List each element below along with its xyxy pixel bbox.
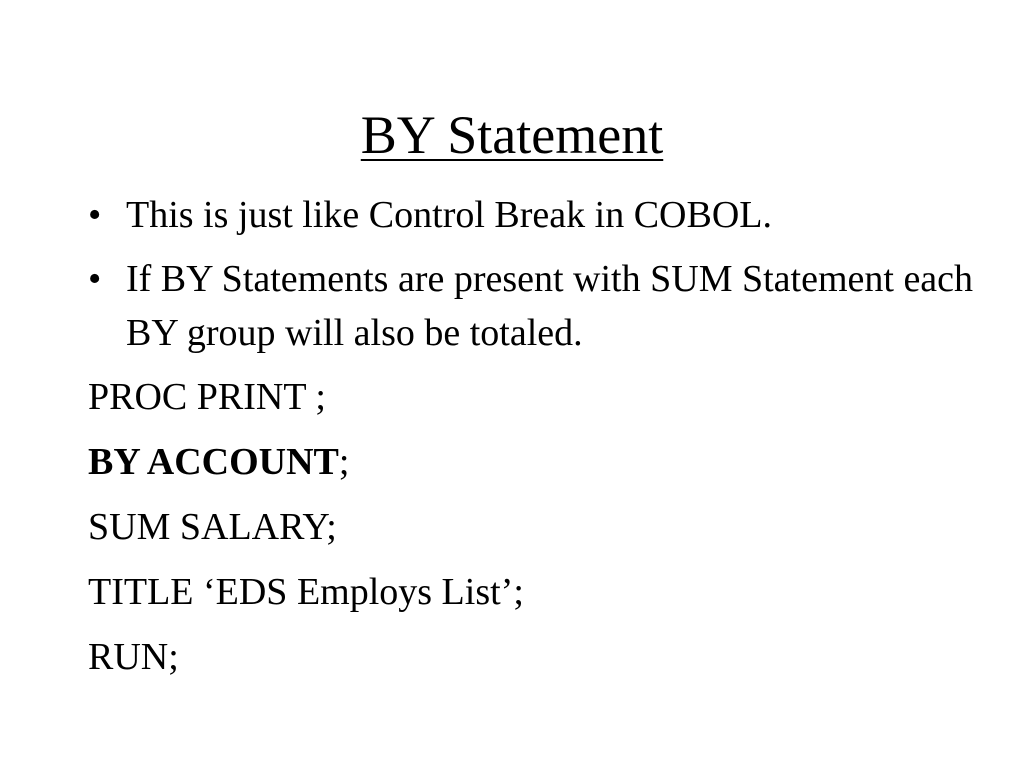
bullet-text: If BY Statements are present with SUM Statement each BY group will also be totaled. (126, 258, 974, 354)
code-line-run (88, 630, 988, 684)
bullet-marker: • (88, 194, 102, 236)
code-line-by-account (88, 435, 988, 489)
code-keyword-by-account: BY ACCOUNT (88, 441, 339, 483)
code-line-title (88, 565, 988, 619)
code-line-proc-print (88, 370, 988, 424)
code-line-sum-salary (88, 500, 988, 554)
code-text: RUN; (88, 636, 179, 678)
code-text: TITLE ‘EDS Employs List’; (88, 571, 524, 613)
slide-title (0, 100, 1024, 170)
code-text: SUM SALARY; (88, 506, 337, 548)
bullet-item (88, 188, 988, 242)
slide-body (88, 188, 988, 695)
bullet-item (88, 252, 988, 360)
bullet-text: This is just like Control Break in COBOL. (126, 194, 772, 236)
code-text: ; (338, 441, 350, 483)
slide-title-text: BY Statement (360, 105, 664, 165)
code-text: PROC PRINT ; (88, 376, 326, 418)
bullet-marker: • (88, 258, 102, 300)
